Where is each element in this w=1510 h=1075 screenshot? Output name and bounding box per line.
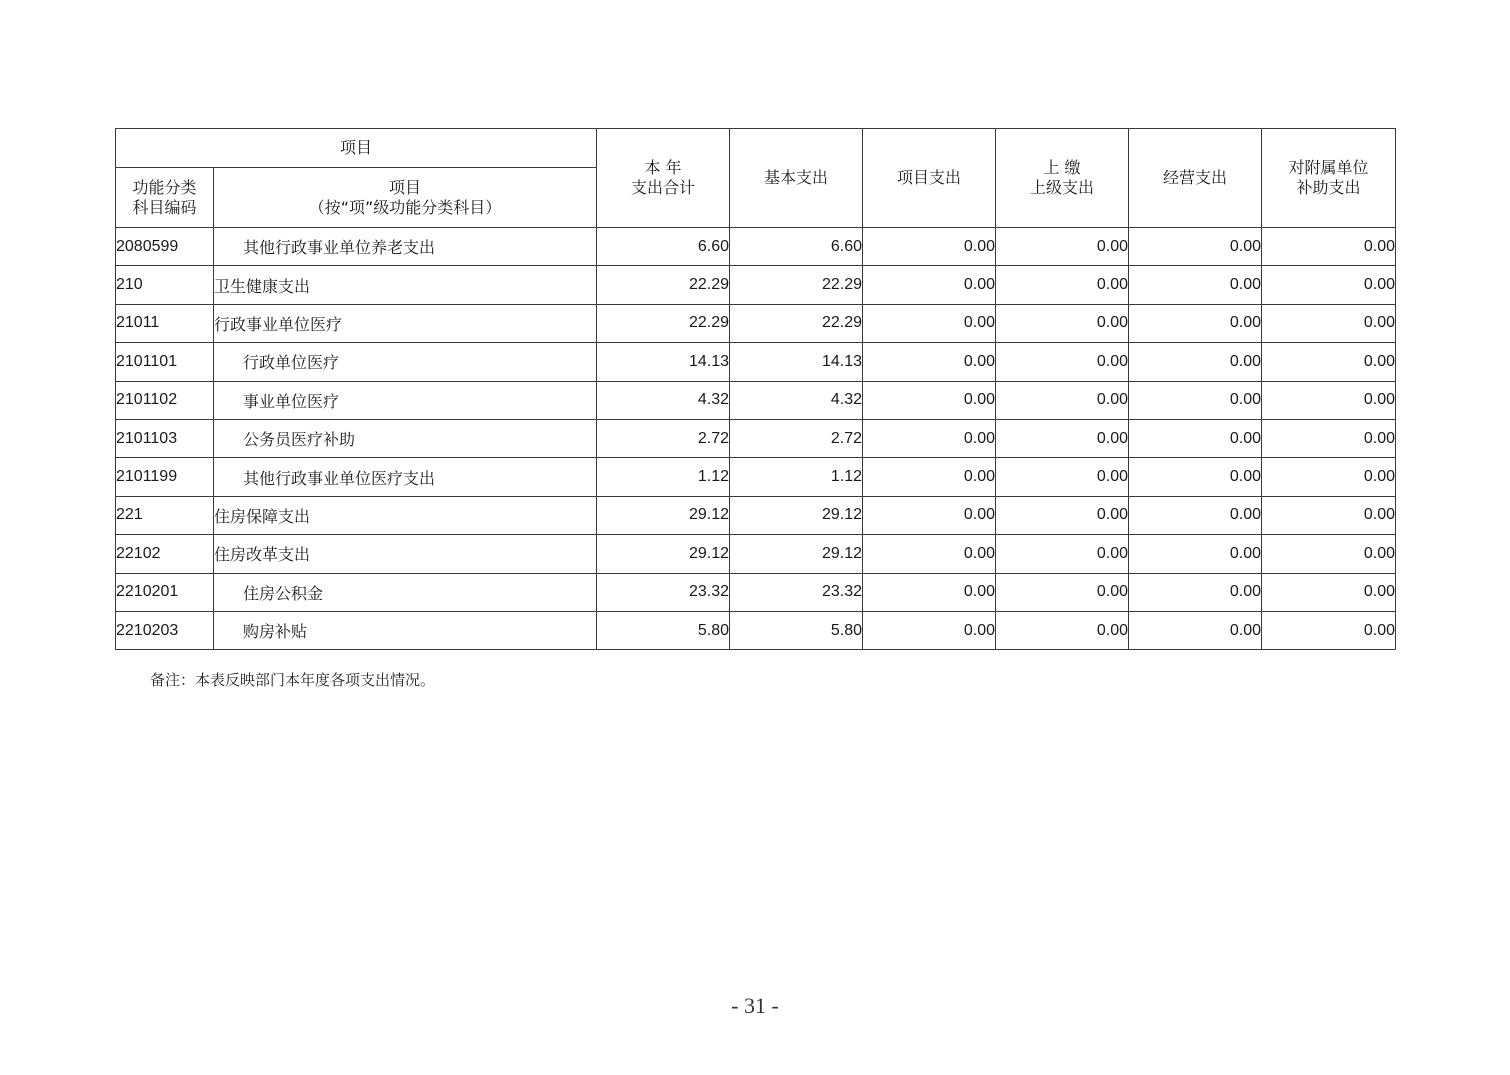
row-business: 0.00 [1129, 496, 1262, 534]
row-total: 14.13 [597, 343, 730, 381]
row-project: 0.00 [863, 496, 996, 534]
row-project: 0.00 [863, 458, 996, 496]
row-business: 0.00 [1129, 535, 1262, 573]
row-basic: 29.12 [730, 535, 863, 573]
table-row [116, 496, 1396, 534]
header-basic: 基本支出 [730, 129, 863, 228]
header-name-line1: 项目 [389, 177, 422, 197]
row-business: 0.00 [1129, 573, 1262, 611]
table-header [116, 129, 1396, 228]
table-body [116, 228, 1396, 650]
row-name: 行政事业单位医疗 [214, 304, 597, 342]
row-total: 22.29 [597, 266, 730, 304]
row-project: 0.00 [863, 228, 996, 266]
row-business: 0.00 [1129, 611, 1262, 649]
table-row [116, 573, 1396, 611]
row-subsidy: 0.00 [1262, 535, 1396, 573]
row-project: 0.00 [863, 573, 996, 611]
header-item-group: 项目 [116, 129, 597, 168]
table-row [116, 419, 1396, 457]
row-upper: 0.00 [996, 381, 1129, 419]
header-business: 经营支出 [1129, 129, 1262, 228]
row-basic: 29.12 [730, 496, 863, 534]
row-code: 2101102 [116, 381, 214, 419]
row-upper: 0.00 [996, 458, 1129, 496]
row-project: 0.00 [863, 381, 996, 419]
row-total: 4.32 [597, 381, 730, 419]
row-subsidy: 0.00 [1262, 266, 1396, 304]
row-name: 卫生健康支出 [214, 266, 597, 304]
row-code: 2101199 [116, 458, 214, 496]
row-basic: 22.29 [730, 266, 863, 304]
row-total: 2.72 [597, 419, 730, 457]
row-subsidy: 0.00 [1262, 381, 1396, 419]
header-total [597, 129, 730, 228]
row-name: 住房公积金 [214, 573, 597, 611]
header-code-line1: 功能分类 [132, 177, 197, 197]
row-project: 0.00 [863, 535, 996, 573]
header-subsidy [1262, 129, 1396, 228]
row-business: 0.00 [1129, 266, 1262, 304]
row-code: 2210201 [116, 573, 214, 611]
row-business: 0.00 [1129, 458, 1262, 496]
row-code: 2210203 [116, 611, 214, 649]
table-note: 备注：本表反映部门本年度各项支出情况。 [150, 671, 436, 689]
row-basic: 1.12 [730, 458, 863, 496]
row-name: 行政单位医疗 [214, 343, 597, 381]
row-name: 公务员医疗补助 [214, 419, 597, 457]
row-total: 23.32 [597, 573, 730, 611]
row-basic: 14.13 [730, 343, 863, 381]
row-total: 1.12 [597, 458, 730, 496]
table-row [116, 343, 1396, 381]
row-upper: 0.00 [996, 266, 1129, 304]
row-subsidy: 0.00 [1262, 458, 1396, 496]
header-subsidy-line1: 对附属单位 [1288, 158, 1369, 177]
row-business: 0.00 [1129, 381, 1262, 419]
table-row [116, 535, 1396, 573]
row-basic: 22.29 [730, 304, 863, 342]
row-business: 0.00 [1129, 343, 1262, 381]
row-upper: 0.00 [996, 304, 1129, 342]
table-row [116, 381, 1396, 419]
row-upper: 0.00 [996, 496, 1129, 534]
row-project: 0.00 [863, 304, 996, 342]
table-row [116, 266, 1396, 304]
row-upper: 0.00 [996, 228, 1129, 266]
row-basic: 23.32 [730, 573, 863, 611]
table-row [116, 611, 1396, 649]
row-name: 其他行政事业单位医疗支出 [214, 458, 597, 496]
row-business: 0.00 [1129, 228, 1262, 266]
row-business: 0.00 [1129, 304, 1262, 342]
row-upper: 0.00 [996, 419, 1129, 457]
row-code: 210 [116, 266, 214, 304]
header-name [214, 168, 597, 228]
row-name: 其他行政事业单位养老支出 [214, 228, 597, 266]
row-subsidy: 0.00 [1262, 496, 1396, 534]
row-subsidy: 0.00 [1262, 573, 1396, 611]
header-code-line2: 科目编码 [132, 197, 197, 217]
page-number: - 31 - [731, 993, 779, 1018]
row-name: 住房改革支出 [214, 535, 597, 573]
row-basic: 4.32 [730, 381, 863, 419]
row-project: 0.00 [863, 611, 996, 649]
table-row [116, 458, 1396, 496]
header-name-line2: （按“项”级功能分类科目） [308, 197, 502, 217]
header-upper [996, 129, 1129, 228]
row-basic: 2.72 [730, 419, 863, 457]
row-upper: 0.00 [996, 343, 1129, 381]
row-total: 29.12 [597, 496, 730, 534]
row-code: 21011 [116, 304, 214, 342]
header-upper-line2: 上级支出 [1030, 178, 1095, 197]
expenditure-table [115, 128, 1396, 650]
row-subsidy: 0.00 [1262, 611, 1396, 649]
row-upper: 0.00 [996, 611, 1129, 649]
row-total: 5.80 [597, 611, 730, 649]
header-total-line2: 支出合计 [631, 178, 696, 197]
row-total: 29.12 [597, 535, 730, 573]
row-name: 住房保障支出 [214, 496, 597, 534]
row-code: 2080599 [116, 228, 214, 266]
row-basic: 5.80 [730, 611, 863, 649]
header-project: 项目支出 [863, 129, 996, 228]
row-project: 0.00 [863, 419, 996, 457]
header-total-line1: 本 年 [644, 158, 682, 177]
row-project: 0.00 [863, 343, 996, 381]
header-code [116, 168, 214, 228]
row-total: 22.29 [597, 304, 730, 342]
row-code: 22102 [116, 535, 214, 573]
header-upper-line1: 上 缴 [1043, 158, 1081, 177]
row-subsidy: 0.00 [1262, 304, 1396, 342]
row-code: 2101103 [116, 419, 214, 457]
row-business: 0.00 [1129, 419, 1262, 457]
row-code: 2101101 [116, 343, 214, 381]
table-row [116, 228, 1396, 266]
header-subsidy-line2: 补助支出 [1296, 178, 1361, 197]
row-upper: 0.00 [996, 535, 1129, 573]
row-project: 0.00 [863, 266, 996, 304]
row-total: 6.60 [597, 228, 730, 266]
row-name: 购房补贴 [214, 611, 597, 649]
row-basic: 6.60 [730, 228, 863, 266]
row-subsidy: 0.00 [1262, 419, 1396, 457]
row-upper: 0.00 [996, 573, 1129, 611]
row-code: 221 [116, 496, 214, 534]
row-subsidy: 0.00 [1262, 343, 1396, 381]
table-row [116, 304, 1396, 342]
row-name: 事业单位医疗 [214, 381, 597, 419]
row-subsidy: 0.00 [1262, 228, 1396, 266]
